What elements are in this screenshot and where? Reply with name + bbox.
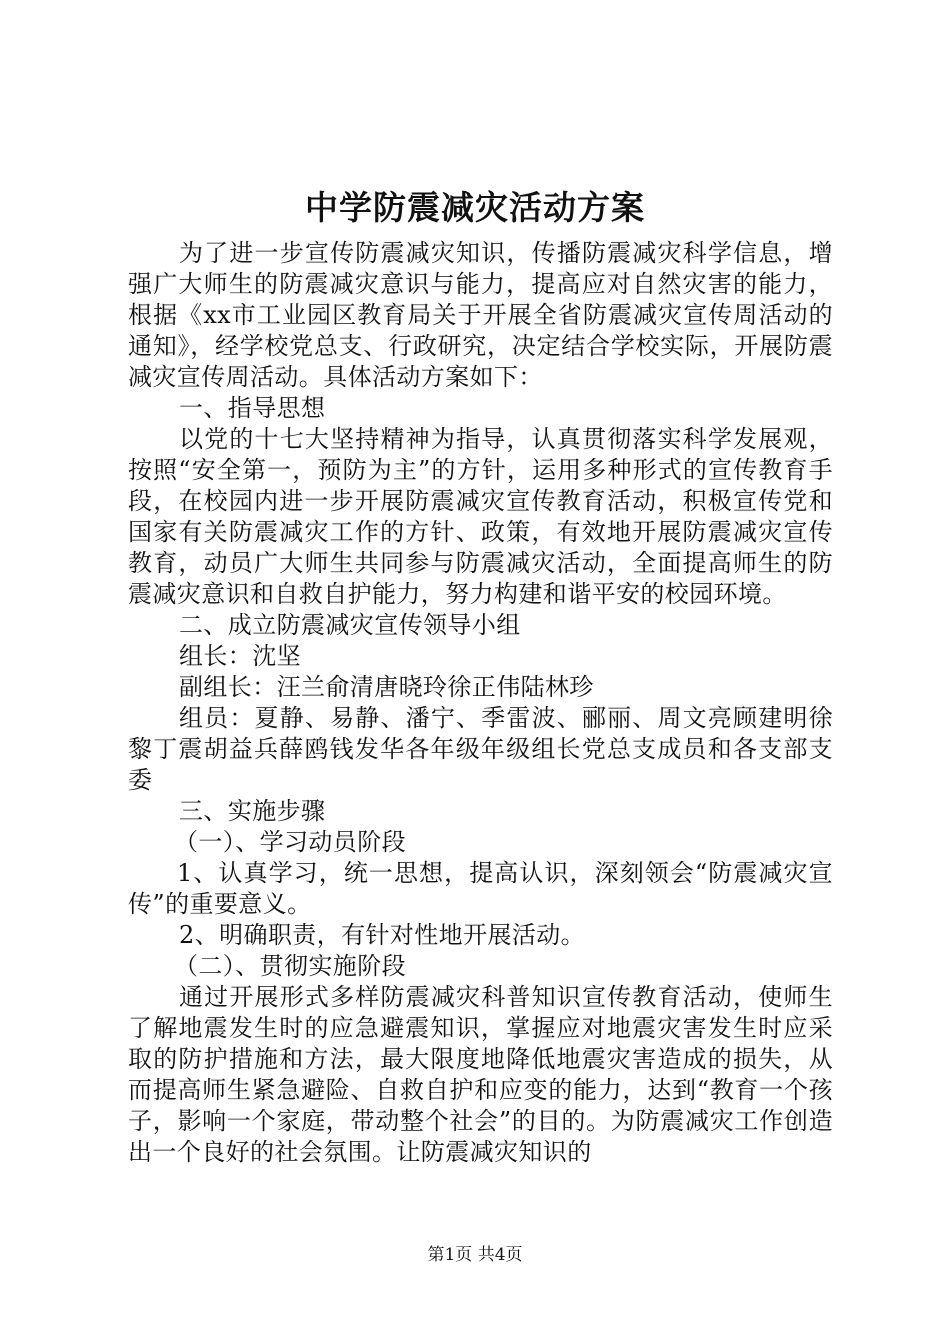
step-item-2: 2、明确职责，有针对性地开展活动。 (179, 921, 586, 949)
subsection-heading-implementation: （二）、贯彻实施阶段 (174, 952, 406, 980)
group-leader-line: 组长：沈坚 (179, 642, 301, 670)
intro-paragraph: 为了进一步宣传防震减灾知识，传播防震减灾科学信息，增强广大师生的防震减灾意识与能力，提高应对自然灾害的能力，根据《xx市工业园区教育局关于开展全省防震减灾宣传周活动的通知》，经学校党总支、行政研究，决定结合学校实际，开展防震减灾宣传周活动。具体活动方案如下： (128, 239, 833, 391)
deputy-leader-line: 副组长：汪兰俞清唐晓玲徐正伟陆林珍 (179, 673, 594, 701)
section-heading-guiding-ideology: 一、指导思想 (179, 394, 326, 422)
members-paragraph: 组员：夏静、易静、潘宁、季雷波、郦丽、周文亮顾建明徐黎丁震胡益兵薛鸥钱发华各年级年级组长党总支成员和各支部支委 (128, 704, 833, 794)
step-item-1: 1、认真学习，统一思想，提高认识，深刻领会“防震减灾宣传”的重要意义。 (128, 859, 833, 918)
section-heading-implementation-steps: 三、实施步骤 (179, 797, 326, 825)
section-heading-leadership-group: 二、成立防震减灾宣传领导小组 (179, 611, 521, 639)
document-title: 中学防震减灾活动方案 (305, 188, 645, 227)
page-number-footer: 第1页 共4页 (427, 1245, 523, 1265)
guiding-ideology-paragraph: 以党的十七大坚持精神为指导，认真贯彻落实科学发展观，按照“安全第一，预防为主”的方针，运用多种形式的宣传教育手段，在校园内进一步开展防震减灾宣传教育活动，积极宣传党和国家有关防震减灾工作的方针、政策，有效地开展防震减灾宣传教育，动员广大师生共同参与防震减灾活动，全面提高师生的防震减灾意识和自救自护能力，努力构建和谐平安的校园环境。 (128, 425, 833, 608)
subsection-heading-study-mobilization: （一）、学习动员阶段 (174, 828, 406, 856)
implementation-paragraph: 通过开展形式多样防震减灾科普知识宣传教育活动，使师生了解地震发生时的应急避震知识，掌握应对地震灾害发生时应采取的防护措施和方法，最大限度地降低地震灾害造成的损失，从而提高师生紧急避险、自救自护和应变的能力，达到“教育一个孩子，影响一个家庭，带动整个社会”的目的。为防震减灾工作创造出一个良好的社会氛围。让防震减灾知识的 (128, 983, 833, 1166)
document-body (128, 238, 833, 1168)
